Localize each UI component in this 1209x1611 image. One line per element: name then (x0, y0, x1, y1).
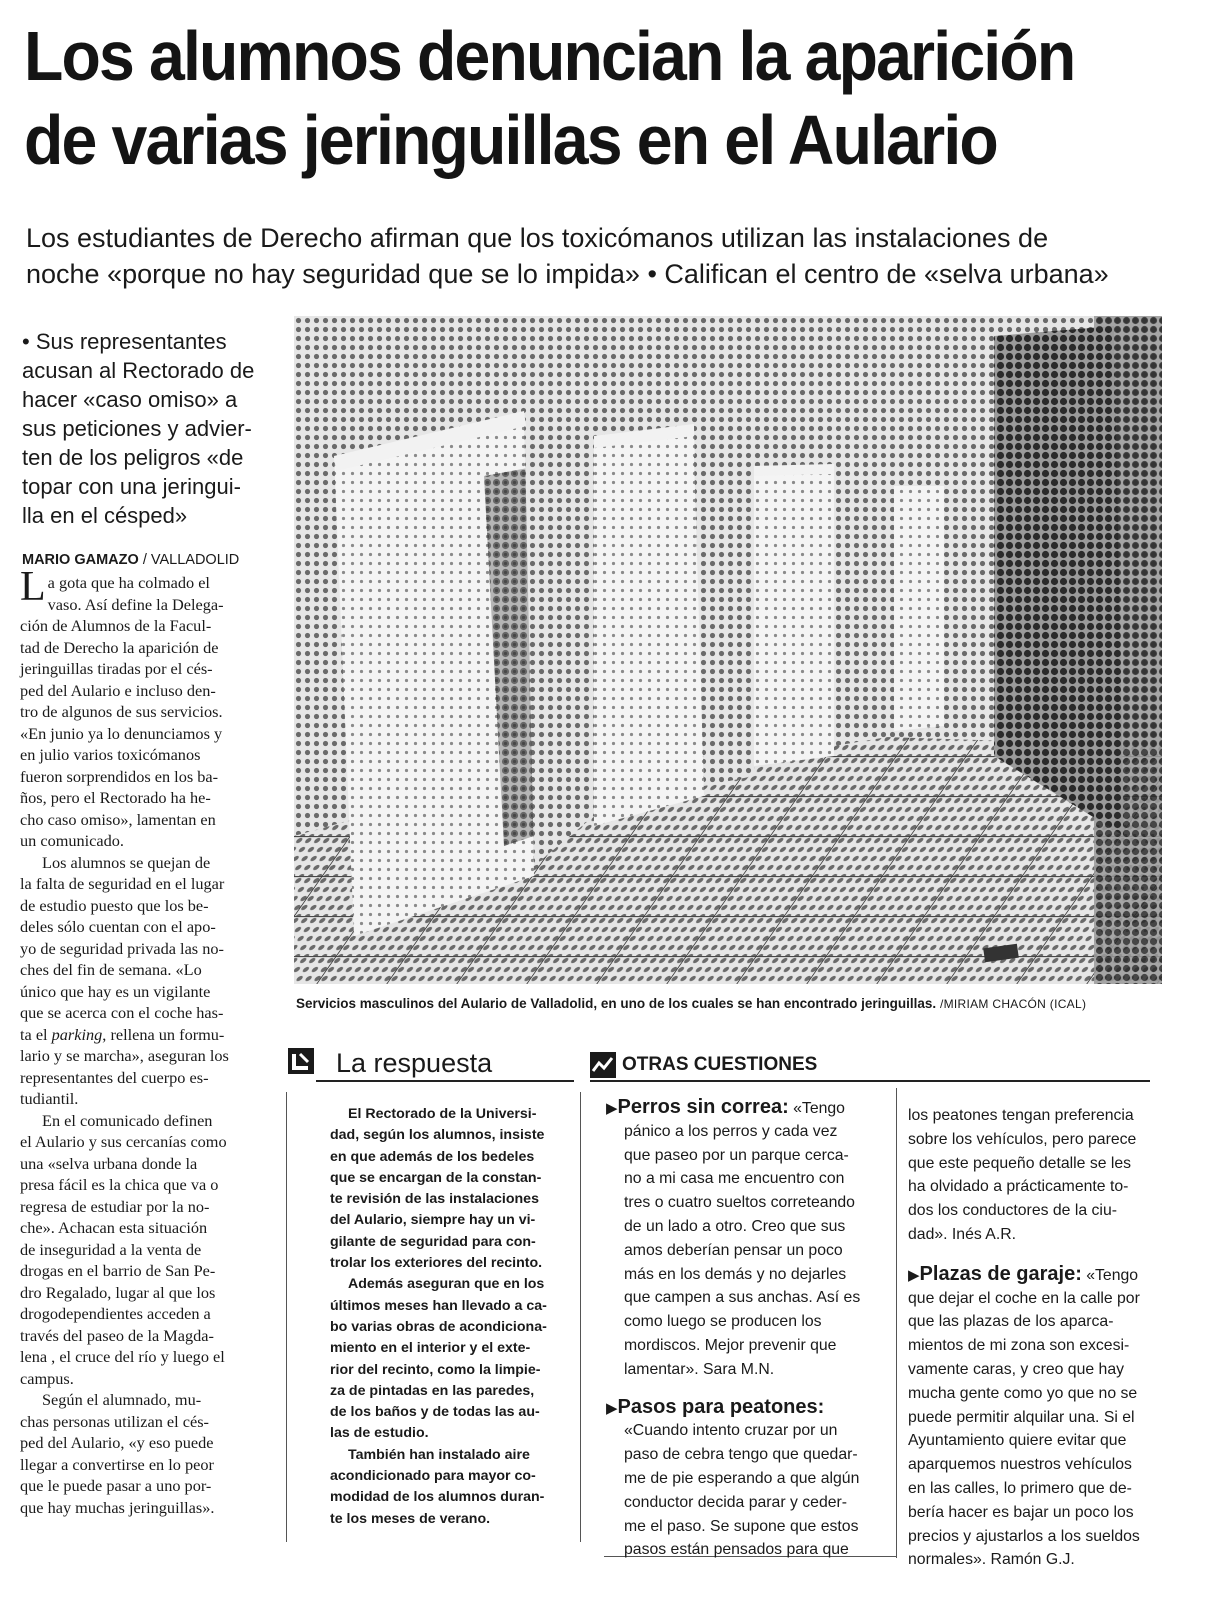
article-line: ños, pero el Rectorado ha he- (20, 788, 211, 807)
respuesta-header (288, 1044, 578, 1084)
article-line: ches del fin de semana. «Lo (20, 960, 202, 979)
respuesta-icon (288, 1048, 314, 1074)
article-line: lena , el cruce del río y luego el (20, 1347, 225, 1366)
respuesta-line: últimos meses han llevado a ca- (330, 1297, 547, 1314)
article-line: la falta de seguridad en el lugar (20, 874, 225, 893)
article-line: fueron sorprendidos en los ba- (20, 766, 219, 786)
opinion-line: Ayuntamiento quiere evitar que (908, 1432, 1127, 1450)
opinion-line: precios y ajustarlos a los sueldos (908, 1527, 1140, 1545)
opinion-line: de un lado a otro. Creo que sus (624, 1217, 846, 1235)
article-line: dro Regalado, lugar al que los (20, 1282, 216, 1302)
article-line: regresa de estudiar por la no- (20, 1196, 210, 1216)
article-line: ción de Alumnos de la Facul- (20, 616, 212, 635)
lede (22, 327, 292, 530)
article-line: una «selva urbana donde la (20, 1153, 198, 1173)
article-line: de estudio puesto que los be- (20, 895, 209, 915)
opinion-line: dad». Inés A.R. (908, 1225, 1017, 1243)
opinion-line: pasos están pensados para que (624, 1541, 849, 1559)
opinion-column-1 (606, 1096, 891, 1562)
respuesta-line: También han instalado aire (348, 1446, 530, 1463)
respuesta-line: rior del recinto, como la limpie- (330, 1361, 541, 1378)
opinion-line: mucha gente como yo que no se (908, 1384, 1138, 1402)
opinion-line: sobre los vehículos, pero parece (908, 1130, 1137, 1148)
column-divider (580, 1092, 581, 1542)
respuesta-body (330, 1104, 570, 1530)
article-line: cho caso omiso», lamentan en (20, 809, 216, 829)
respuesta-line: gilante de seguridad para con- (330, 1233, 536, 1250)
respuesta-line: trolar los exteriores del recinto. (330, 1255, 543, 1272)
article-line: el Aulario y sus cercanías como (20, 1132, 227, 1151)
subheadline-line-2: noche «porque no hay seguridad que se lo impida» • Califican el centro de «selva urbana» (26, 259, 1109, 289)
opinion-line: ▶Perros sin correa: «Tengo (606, 1096, 845, 1118)
article-line: través del paseo de la Magda- (20, 1325, 214, 1345)
article-line: yo de seguridad privada las no- (20, 938, 224, 958)
opinion-line: conductor decida parar y ceder- (624, 1493, 848, 1511)
photo-credit: /MIRIAM CHACÓN (ICAL) (939, 997, 1087, 1011)
article-line: en julio varios toxicómanos (20, 745, 201, 764)
article-line: que le puede pasar a uno por- (20, 1476, 212, 1495)
byline (22, 552, 282, 568)
respuesta-line: dad, según los alumnos, insiste (330, 1127, 545, 1144)
headline-line-1: Los alumnos denuncian la aparición (24, 17, 1075, 95)
photo-caption (296, 996, 1166, 1011)
respuesta-line: te revisión de las instalaciones (330, 1191, 539, 1208)
lede-line: • Sus representantes (22, 329, 227, 354)
respuesta-line: modidad de los alumnos duran- (330, 1489, 545, 1506)
opinion-line: que este pequeño detalle se les (908, 1154, 1132, 1172)
subheadline-line-1: Los estudiantes de Derecho afirman que los toxicómanos utilizan las instalaciones de (26, 223, 1049, 253)
opinion-line: vamente caras, y creo que hay (908, 1360, 1125, 1378)
respuesta-line: te los meses de verano. (330, 1510, 491, 1527)
opinion-line: que campen a sus anchas. Así es (624, 1289, 861, 1307)
opinion-line: puede permitir alquilar una. Si el (908, 1408, 1135, 1426)
opinion-line: paso de cebra tengo que quedar- (624, 1446, 858, 1464)
article-line: ta el parking, rellena un formu- (20, 1024, 225, 1044)
article-line: ped del Aulario, «y eso puede (20, 1433, 214, 1452)
article-line: de inseguridad a la venta de (20, 1239, 202, 1259)
article-line: «En junio ya lo denunciamos y (20, 723, 223, 743)
opinion-line: que paseo por un parque cerca- (624, 1146, 849, 1164)
article-line: jeringuillas tiradas por el cés- (20, 659, 213, 678)
opinion-line: mordiscos. Mejor prevenir que (624, 1336, 837, 1354)
article-line: tro de algunos de sus servicios. (20, 702, 223, 721)
opinion-line: dos los conductores de la ciu- (908, 1202, 1117, 1220)
opinion-line: aparquemos nuestros vehículos (908, 1456, 1132, 1474)
trend-icon (590, 1052, 616, 1078)
article-line: un comunicado. (20, 831, 124, 850)
article-line: drogodependientes acceden a (20, 1304, 211, 1323)
lede-line: lla en el césped» (22, 503, 188, 528)
respuesta-title: La respuesta (336, 1048, 493, 1078)
lede-line: topar con una jeringui- (22, 474, 241, 499)
spacer (908, 1247, 1198, 1263)
article-line: chas personas utilizan el cés- (20, 1411, 209, 1431)
dropcap: L (20, 564, 46, 610)
respuesta-line: za de pintadas en las paredes, (330, 1382, 535, 1399)
opinion-line: lamentar». Sara M.N. (624, 1360, 775, 1378)
article-line: que se acerca con el coche has- (20, 1003, 224, 1022)
arrow-right-icon: ▶ (606, 1399, 618, 1417)
opinion-line: «Cuando intento cruzar por un (624, 1422, 838, 1440)
plazas-heading: Plazas de garaje: (919, 1262, 1082, 1285)
opinion-line: como luego se producen los (624, 1313, 822, 1331)
opinion-line: más en los demás y no dejarles (624, 1265, 847, 1283)
article-line: drogas en el barrio de San Pe- (20, 1261, 216, 1280)
opinion-line: que dejar el coche en la calle por (908, 1289, 1140, 1307)
headline-line-2: de varias jeringuillas en el Aulario (24, 101, 997, 179)
column-divider (896, 1088, 897, 1558)
article-line: vaso. Así define la Delega- (47, 594, 224, 614)
respuesta-rule (316, 1080, 574, 1082)
perros-heading: Perros sin correa: (617, 1096, 789, 1118)
headline (24, 14, 1096, 182)
opinion-line: bería hacer es bajar un poco los (908, 1503, 1134, 1521)
arrow-right-icon: ▶ (606, 1100, 618, 1117)
otras-title: OTRAS CUESTIONES (622, 1054, 818, 1075)
opinion-line: no a mi casa me encuentro con (624, 1170, 845, 1188)
arrow-right-icon: ▶ (908, 1266, 920, 1284)
opinion-line: los peatones tengan preferencia (908, 1107, 1134, 1124)
opinion-line: normales». Ramón G.J. (908, 1551, 1075, 1569)
pasos-heading: Pasos para peatones: (617, 1395, 825, 1418)
opinion-line: ha olvidado a prácticamente to- (908, 1178, 1129, 1196)
respuesta-line: miento en el interior y el exte- (330, 1340, 531, 1357)
article-line: En el comunicado definen (42, 1110, 213, 1130)
spacer (606, 1382, 891, 1396)
article-line: lario y se marcha», aseguran los (20, 1046, 229, 1065)
respuesta-line: las de estudio. (330, 1425, 429, 1442)
article-line: che». Achacan esta situación (20, 1218, 208, 1237)
respuesta-line: acondicionado para mayor co- (330, 1468, 536, 1485)
byline-author: MARIO GAMAZO (22, 552, 139, 568)
opinion-line: ▶Plazas de garaje: «Tengo (908, 1262, 1139, 1285)
respuesta-line: del Aulario, siempre hay un vi- (330, 1212, 536, 1229)
article-line: ped del Aulario e incluso den- (20, 680, 216, 700)
respuesta-line: en que además de los bedeles (330, 1148, 535, 1165)
article-body (20, 564, 270, 1518)
opinion-line (606, 1396, 891, 1420)
article-line: tudiantil. (20, 1089, 79, 1108)
article-line: deles sólo cuentan con el apo- (20, 917, 216, 936)
article-line: representantes del cuerpo es- (20, 1067, 209, 1087)
opinion-line: pánico a los perros y cada vez (624, 1122, 838, 1140)
lede-line: acusan al Rectorado de (22, 358, 255, 383)
article-line: presa fácil es la chica que va o (20, 1175, 219, 1194)
opinion-line: mientos de mi zona son excesi- (908, 1337, 1130, 1355)
column-divider (286, 1092, 287, 1542)
lede-line: sus peticiones y advier- (22, 416, 252, 441)
article-line: Los alumnos se quejan de (42, 852, 211, 872)
photo-restroom-stalls (294, 316, 1162, 984)
byline-location: / VALLADOLID (142, 552, 240, 568)
opinion-column-2 (908, 1104, 1198, 1572)
article-line: Según el alumnado, mu- (42, 1390, 202, 1409)
article-line: único que hay es un vigilante (20, 981, 211, 1001)
respuesta-line: El Rectorado de la Universi- (348, 1106, 537, 1122)
respuesta-line: bo varias obras de acondiciona- (330, 1318, 547, 1335)
lede-line: ten de los peligros «de (22, 445, 244, 470)
opinion-line: que las plazas de los aparca- (908, 1313, 1114, 1331)
article-line: que hay muchas jeringuillas». (20, 1497, 215, 1517)
article-line: llegar a convertirse en lo peor (20, 1454, 214, 1474)
opinion-line: me de pie esperando a que algún (624, 1469, 860, 1487)
opinion-line: tres o cuatro sueltos correteando (624, 1194, 855, 1212)
respuesta-line: que se encargan de la constan- (330, 1169, 542, 1186)
respuesta-line: de los baños y de todas las au- (330, 1404, 540, 1421)
respuesta-line: Además aseguran que en los (348, 1276, 545, 1293)
opinion-line: en las calles, lo primero que de- (908, 1479, 1132, 1497)
article-line: La gota que ha colmado el (20, 564, 210, 610)
article-line: tad de Derecho la aparición de (20, 637, 219, 657)
subheadline (26, 220, 1196, 292)
otras-rule (590, 1080, 1150, 1082)
opinion-line: amos deberían pensar un poco (624, 1241, 843, 1259)
article-line: campus. (20, 1368, 74, 1388)
lede-line: hacer «caso omiso» a (22, 387, 238, 412)
caption-text: Servicios masculinos del Aulario de Valladolid, en uno de los cuales se han encontrado jeringuillas. (296, 996, 937, 1011)
otras-header (590, 1050, 1150, 1080)
opinion-line: me el paso. Se supone que estos (624, 1517, 859, 1535)
